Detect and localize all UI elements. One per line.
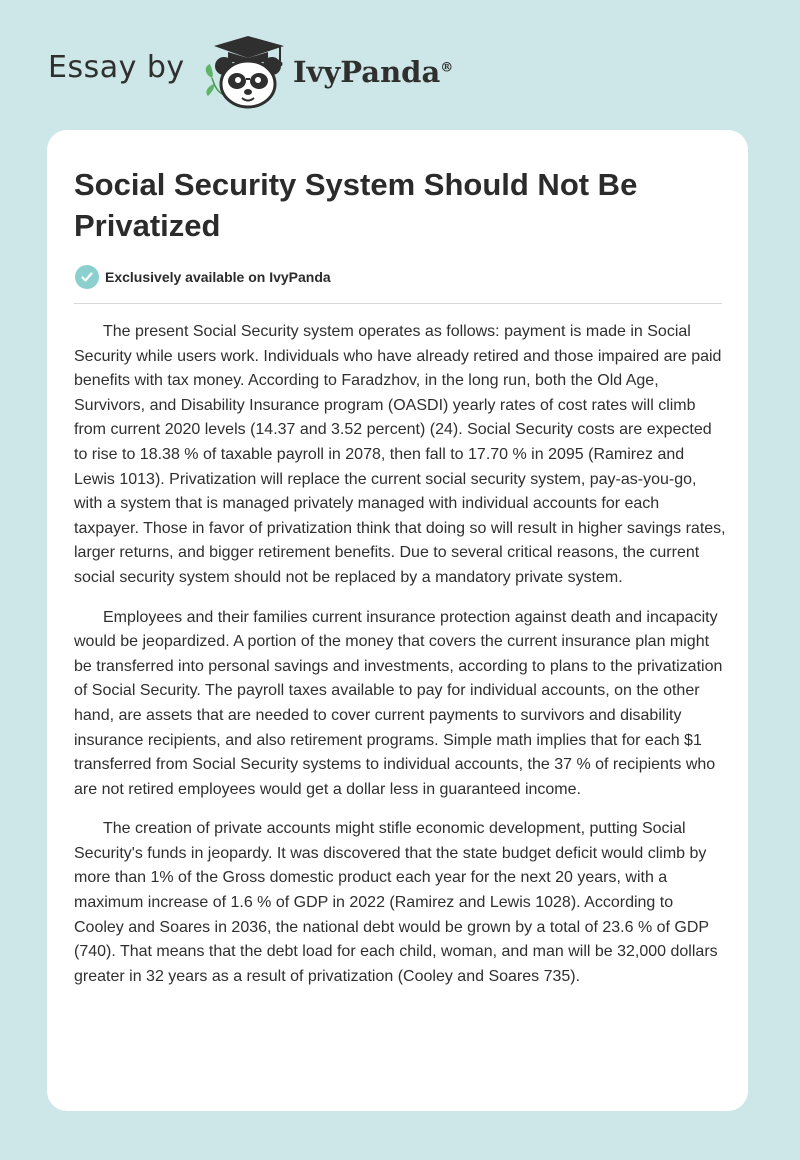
ivypanda-logo-icon[interactable] [200, 34, 286, 110]
registered-mark: ® [440, 60, 454, 76]
paragraph-3: The creation of private accounts might stifle economic development, putting Social Security's funds in jeopardy. It was discovered that the state budget deficit would climb by more than 1% of the Gross domestic product each year for the next 20 years, with a maximum increase of 1.6 % of GDP in 2022 (Ramirez and Lewis 1028). According to Cooley and Soares in 2036, the national debt would be grown by a total of 23.6 % of GDP (740). That means that the debt load for each child, woman, and man will be 32,000 dollars greater in 32 years as a result of privatization (Cooley and Soares 735). [74, 820, 718, 985]
paragraph-1: The present Social Security system operates as follows: payment is made in Social Security while users work. Individuals who have already retired and those impaired are paid benefits with tax money. According to Faradzhov, in the long run, both the Old Age, Survivors, and Disability Insurance program (OASDI) yearly rates of cost rates will climb from current 2020 levels (14.37 and 3.52 percent) (24). Social Security costs are expected to rise to 18.38 % of taxable payroll in 2078, then fall to 17.70 % in 2095 (Ramirez and Lewis 1013). Privatization will replace the current social security system, pay-as-you-go, with a system that is managed privately managed with individual accounts for each taxpayer. Those in favor of privatization think that doing so will result in higher savings rates, larger returns, and bigger retirement benefits. Due to several critical reasons, the current social security system should not be replaced by a mandatory private system. [74, 323, 726, 586]
brand-name[interactable] [293, 55, 453, 89]
essay-by-label: Essay by [48, 50, 185, 85]
exclusive-badge [75, 264, 331, 290]
site-header [0, 0, 800, 130]
exclusive-badge-label: Exclusively available on IvyPanda [105, 269, 331, 285]
essay-card [47, 130, 748, 1111]
paragraph-2: Employees and their families current insurance protection against death and incapacity would be jeopardized. A portion of the money that covers the current insurance plan might be transferred into personal savings and investments, according to plans to the privatization of Social Security. The payroll taxes available to pay for individual accounts, on the other hand, are assets that are needed to cover current payments to survivors and disability insurance recipients, and also retirement programs. Simple math implies that for each $1 transferred from Social Security systems to individual accounts, the 37 % of recipients who are not retired employees would get a dollar less in guaranteed income. [74, 608, 723, 798]
divider [74, 303, 722, 304]
brand-text: IvyPanda [293, 55, 441, 89]
essay-body [74, 320, 726, 1004]
essay-title: Social Security System Should Not Be Privatized [74, 167, 638, 243]
check-icon [75, 265, 99, 289]
